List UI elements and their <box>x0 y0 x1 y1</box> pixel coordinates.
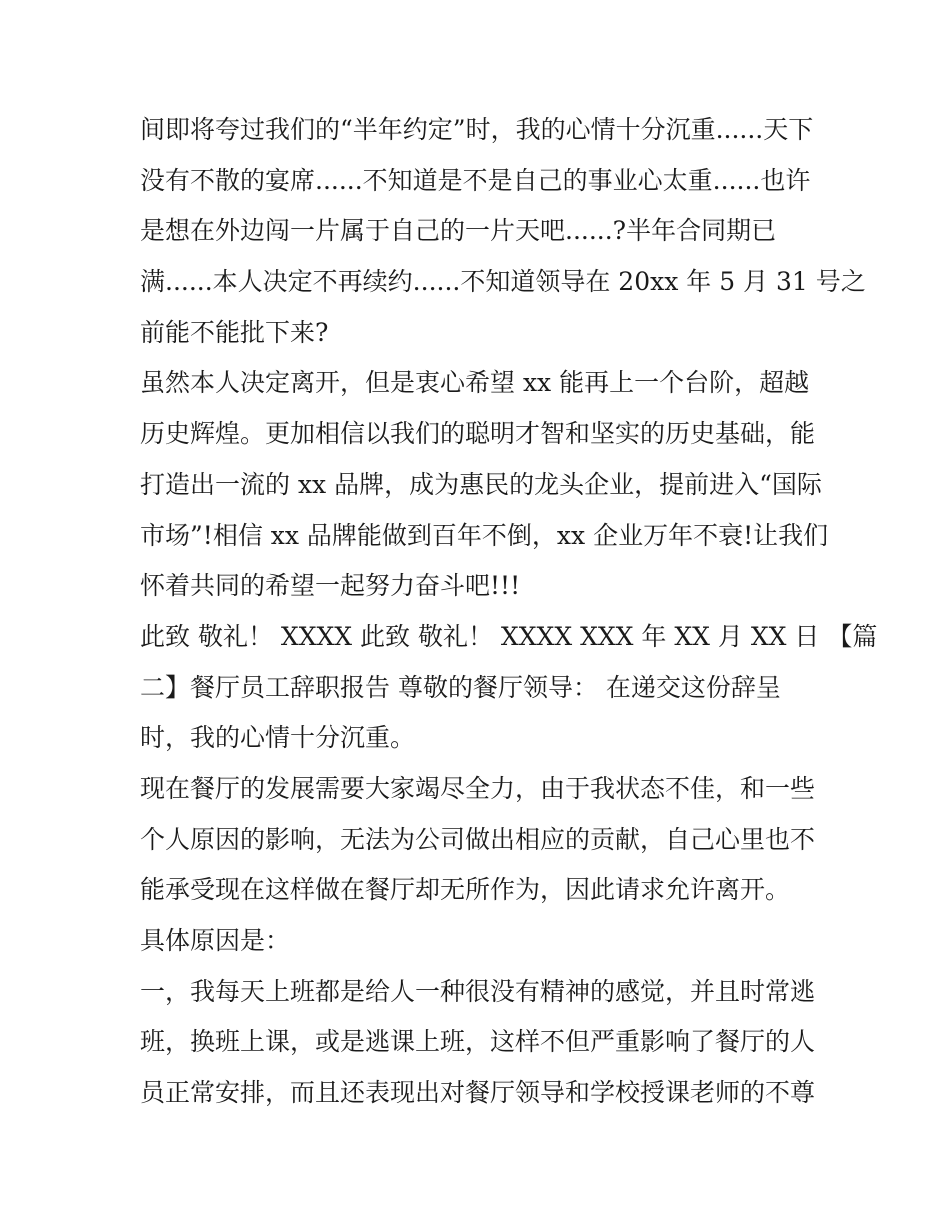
text-line-11: 此致 敬礼！ XXXX 此致 敬礼！ XXXX XXX 年 XX 月 XX 日 【篇 <box>140 621 878 651</box>
text-line-1: 间即将夸过我们的“半年约定”时，我的心情十分沉重......天下 <box>140 115 814 144</box>
text-line-3: 是想在外边闯一片属于自己的一片天吧......?半年合同期已 <box>140 216 777 246</box>
text-line-5: 前能不能批下来? <box>140 317 329 347</box>
text-line-14: 现在餐厅的发展需要大家竭尽全力，由于我状态不佳，和一些 <box>140 773 816 803</box>
text-line-6: 虽然本人决定离开，但是衷心希望 xx 能再上一个台阶，超越 <box>140 368 810 398</box>
text-line-18: 一，我每天上班都是给人一种很没有精神的感觉，并且时常逃 <box>140 976 816 1006</box>
text-line-4: 满......本人决定不再续约......不知道领导在 20xx 年 5 月 31 号之 <box>140 267 866 297</box>
body-text <box>140 105 878 1119</box>
text-line-20: 员正常安排，而且还表现出对餐厅领导和学校授课老师的不尊 <box>140 1078 816 1108</box>
text-line-19: 班，换班上课，或是逃课上班，这样不但严重影响了餐厅的人 <box>140 1027 816 1057</box>
text-line-12: 二】餐厅员工辞职报告 尊敬的餐厅领导： 在递交这份辞呈 <box>140 672 781 702</box>
text-line-2: 没有不散的宴席......不知道是不是自己的事业心太重......也许 <box>140 165 811 195</box>
text-line-9: 市场”!相信 xx 品牌能做到百年不倒，xx 企业万年不衰!让我们 <box>140 520 829 550</box>
text-line-7: 历史辉煌。更加相信以我们的聪明才智和坚实的历史基础，能 <box>140 419 816 449</box>
text-line-16: 能承受现在这样做在餐厅却无所作为，因此请求允许离开。 <box>140 875 791 905</box>
text-line-10: 怀着共同的希望一起努力奋斗吧!!! <box>140 571 521 601</box>
text-line-8: 打造出一流的 xx 品牌，成为惠民的龙头企业，提前进入“国际 <box>140 469 822 499</box>
text-line-13: 时，我的心情十分沉重。 <box>140 723 416 753</box>
text-line-17: 具体原因是： <box>140 926 291 955</box>
text-line-15: 个人原因的影响，无法为公司做出相应的贡献，自己心里也不 <box>140 824 816 854</box>
